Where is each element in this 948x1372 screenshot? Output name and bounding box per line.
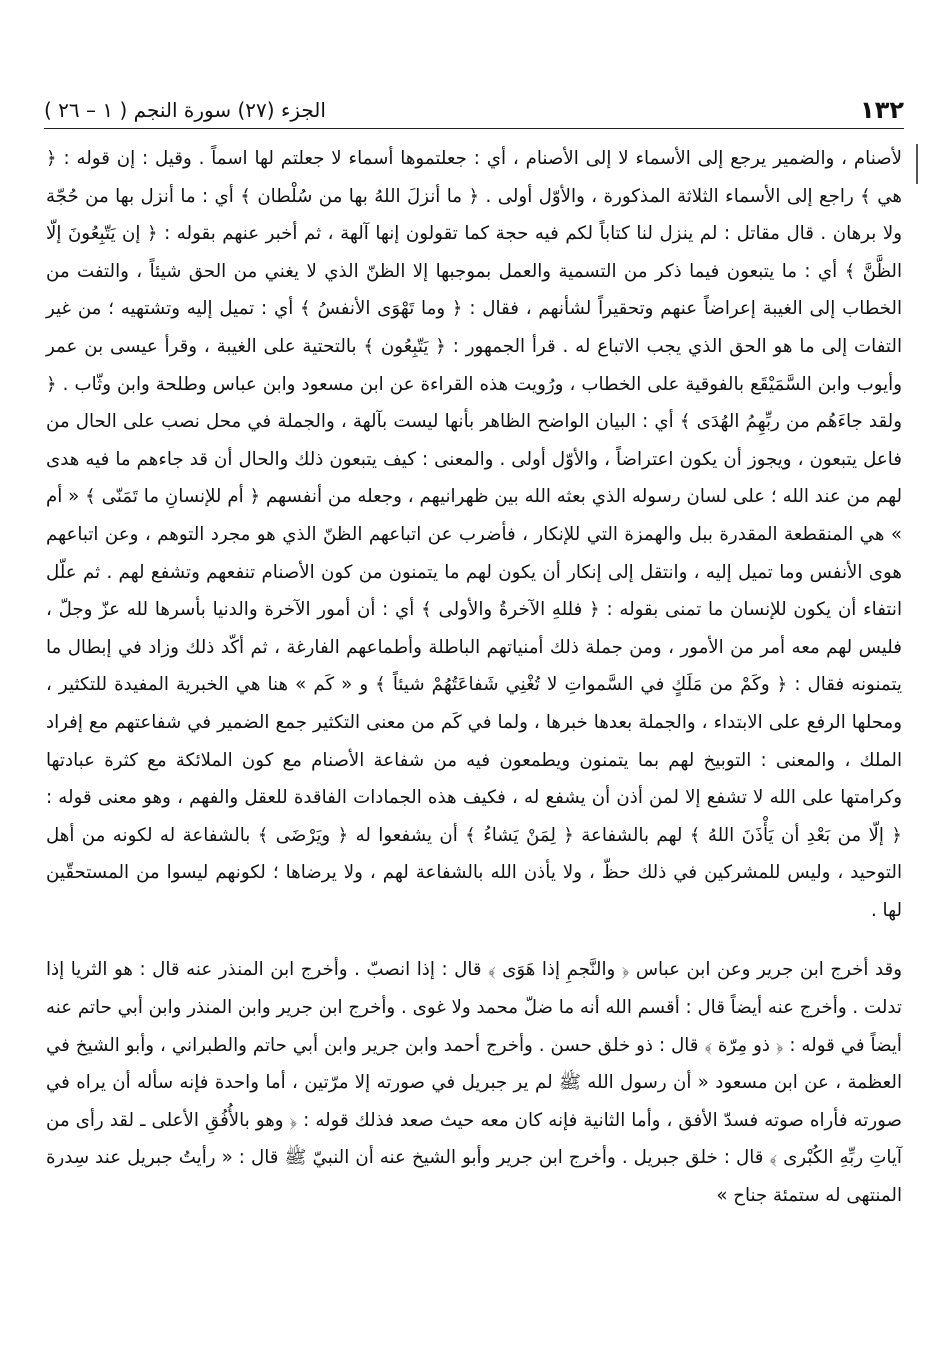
- running-title: الجزء (٢٧) سورة النجم ( ١ – ٢٦ ): [44, 98, 326, 122]
- margin-line: [916, 144, 918, 184]
- narrations-paragraph: [46, 951, 902, 1214]
- commentary-paragraph: [46, 140, 902, 929]
- paragraph-text: لأصنام ، والضمير يرجع إلى الأسماء لا إلى الأصنام ، أي : جعلتموها أسماء لا جعلتم لها اسماً . وقيل : إن قوله : ﴿ هي ﴾ راجع إلى الأسماء الثلاثة المذكورة ، والأوّل أولى . ﴿ ما أنزلَ اللهُ بها من سُلْطان ﴾ أي : ما أنزل بها من حُجّة ولا برهان . قال مقاتل : لم ينزل لنا كتاباً لكم فيه حجة كما تقولون إنها آلهة ، ثم أخبر عنهم بقوله : ﴿ إن يَتّبِعُونَ إلّا الظَّنَّ ﴾ أي : ما يتبعون فيما ذكر من التسمية والعمل بموجبها إلا الظنّ الذي لا يغني من الحق شيئاً ، والتفت من الخطاب إلى الغيبة إعراضاً عنهم وتحقيراً لشأنهم ، فقال : ﴿ وما تَهْوَى الأنفسُ ﴾ أي : تميل إليه وتشتهيه ؛ من غير التفات إلى ما هو الحق الذي يجب الاتباع له . قرأ الجمهور : ﴿ يَتّبِعُون ﴾ بالتحتية على الغيبة ، وقرأ عيسى بن عمر وأيوب وابن السَّمَيْقَع بالفوقية على الخطاب ، ورُويت هذه القراءة عن ابن مسعود وابن عباس وطلحة وابن وثّاب . ﴿ ولقد جاءَهُم من ربِّهِمُ الهُدَى ﴾ أي : البيان الواضح الظاهر بأنها ليست بآلهة ، والجملة في محل نصب على الحال من فاعل يتبعون ، ويجوز أن يكون اعتراضاً ، والأوّل أولى . والمعنى : كيف يتبعون ذلك والحال أن قد جاءهم ما فيه هدى لهم من عند الله ؛ على لسان رسوله الذي بعثه الله بين ظهرانيهم ، وجعله من أنفسهم ﴿ أم للإنسانِ ما تَمَنّى ﴾ « أم » هي المنقطعة المقدرة ببل والهمزة التي للإنكار ، فأضرب عن اتباعهم الظنّ الذي هو مجرد التوهم ، وعن اتباعهم هوى الأنفس وما تميل إليه ، وانتقل إلى إنكار أن يكون لهم ما يتمنون من كون الأصنام تنفعهم وتشفع لهم . ثم علّل انتفاء أن يكون للإنسان ما تمنى بقوله : ﴿ فللهِ الآخرةُ والأولى ﴾ أي : أن أمور الآخرة والدنيا بأسرها لله عزّ وجلّ ، فليس لهم معه أمر من الأمور ، ومن جملة ذلك أمنياتهم الباطلة وأطماعهم الفارغة ، ثم أكّد ذلك وزاد في إبطال ما يتمنونه فقال : ﴿ وكَمْ من مَلَكٍ في السَّمواتِ لا تُغْنِي شَفاعَتُهُمْ شيئاً ﴾ و « كَم » هنا هي الخبرية المفيدة للتكثير ، ومحلها الرفع على الابتداء ، والجملة بعدها خبرها ، ولما في كَم من معنى التكثير جمع الضمير في شفاعتهم مع إفراد الملك ، والمعنى : التوبيخ لهم بما يتمنون ويطمعون فيه من شفاعة الأصنام مع كون الملائكة مع كثرة عبادتها وكرامتها على الله لا تشفع إلا لمن أذن أن يشفع له ، فكيف هذه الجمادات الفاقدة للعقل والفهم ، وهو معنى قوله : ﴿ إلّا من بَعْدِ أن يَأْذَنَ اللهُ ﴾ لهم بالشفاعة ﴿ لِمَنْ يَشاءُ ﴾ أن يشفعوا له ﴿ ويَرْضَى ﴾ بالشفاعة له لكونه من أهل التوحيد ، وليس للمشركين في ذلك حظّ ، ولا يأذن الله بالشفاعة لهم ، ولا يرضاها ؛ لكونهم ليسوا من المستحقّين لها .: [46, 148, 902, 921]
- page-number: ١٣٢: [860, 96, 904, 124]
- page-header: [44, 92, 904, 129]
- paragraph-text: وقد أخرج ابن جرير وعن ابن عباس ﴿ والنَّجمِ إذا هَوَى ﴾ قال : إذا انصبّ . وأخرج ابن المنذر عنه قال : هو الثريا إذا تدلت . وأخرج عنه أيضاً قال : أقسم الله أنه ما ضلّ محمد ولا غوى . وأخرج ابن جرير وابن المنذر وابن أبي حاتم عنه أيضاً في قوله : ﴿ ذو مِرّة ﴾ قال : ذو خلق حسن . وأخرج أحمد وابن جرير وابن أبي حاتم والطبراني ، وأبو الشيخ في العظمة ، عن ابن مسعود « أن رسول الله ﷺ لم ير جبريل في صورته إلا مرّتين ، أما واحدة فإنه سأله أن يراه في صورته فأراه صوته فسدّ الأفق ، وأما الثانية فإنه كان معه حيث صعد فذلك قوله : ﴿ وهو بالأُفُقِ الأعلى ـ لقد رأى من آياتِ ربِّهِ الكُبْرى ﴾ قال : خلق جبريل . وأخرج ابن جرير وأبو الشيخ عنه أن النبيّ ﷺ قال : « رأيتُ جبريل عند سِدرة المنتهى له ستمئة جناح »: [46, 959, 902, 1207]
- commentary-body: [46, 140, 902, 1215]
